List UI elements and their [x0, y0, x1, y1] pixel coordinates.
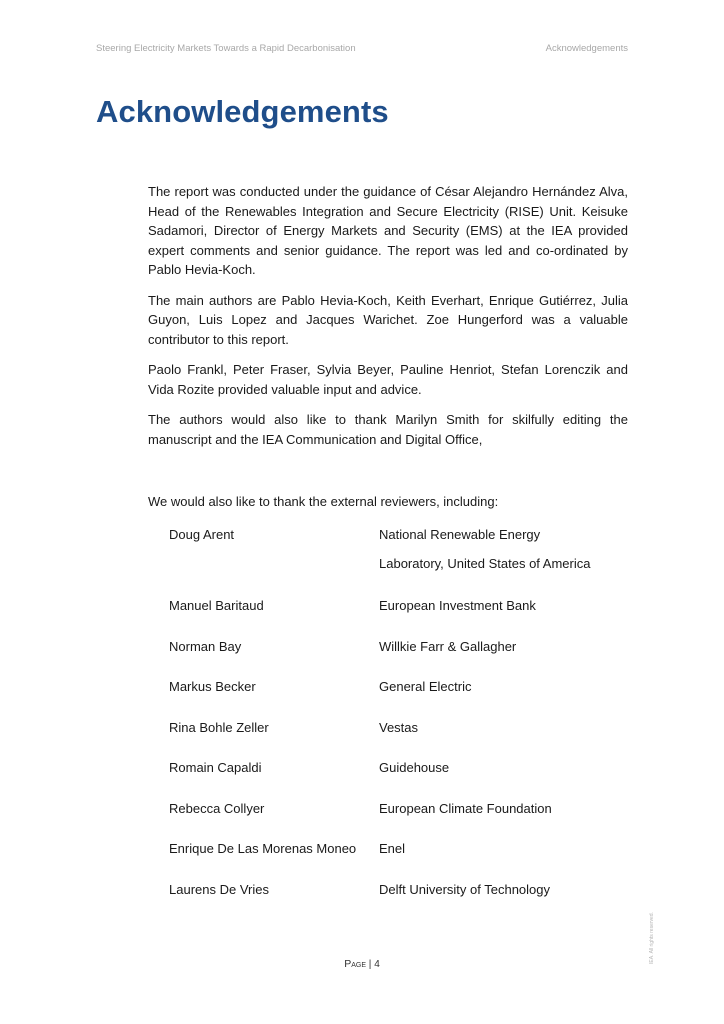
- paragraph: The report was conducted under the guidance of César Alejandro Hernández Alva, Head of the Renewables Integration and Secure Electricity (RISE) Unit. Keisuke Sadamori, Director of Energy Markets and Security (EMS) at the IEA provided expert comments and senior guidance. The report was led and co-ordinated by Pablo Hevia-Koch.: [148, 184, 628, 277]
- reviewer-name: Rebecca Collyer: [169, 801, 265, 816]
- body-text: [148, 182, 628, 460]
- reviewers-intro: We would also like to thank the external reviewers, including:: [148, 494, 499, 509]
- reviewer-organisation: Vestas: [379, 720, 419, 735]
- reviewer-name: Enrique De Las Morenas Moneo: [169, 841, 357, 856]
- page-label: Page: [344, 958, 367, 970]
- reviewer-organisation: [379, 527, 590, 571]
- copyright-note: IEA. All rights reserved.: [649, 912, 655, 964]
- reviewer-name: Norman Bay: [169, 639, 242, 654]
- reviewer-name: Rina Bohle Zeller: [169, 720, 269, 735]
- reviewer-organisation: General Electric: [379, 679, 472, 694]
- paragraph: The main authors are Pablo Hevia-Koch, Keith Everhart, Enrique Gutiérrez, Julia Guyon, Luis Lopez and Jacques Warichet. Zoe Hungerford was a valuable contributor to this report.: [148, 292, 628, 347]
- reviewer-organisation: Delft University of Technology: [379, 882, 551, 897]
- paragraph: The authors would also like to thank Marilyn Smith for skilfully editing the manuscript and the IEA Communication and Digital Office,: [148, 412, 628, 447]
- organisation-line: National Renewable Energy: [379, 527, 541, 542]
- reviewer-organisation: Guidehouse: [379, 760, 450, 775]
- reviewer-organisation: European Climate Foundation: [379, 801, 552, 816]
- reviewer-name: Doug Arent: [169, 527, 235, 542]
- reviewer-name: Laurens De Vries: [169, 882, 269, 897]
- reviewer-organisation: Enel: [379, 841, 406, 856]
- reviewer-name: Manuel Baritaud: [169, 598, 264, 613]
- reviewer-name: Romain Capaldi: [169, 760, 262, 775]
- running-header-section: Acknowledgements: [545, 43, 628, 54]
- page-separator: |: [366, 959, 375, 970]
- reviewer-name: Markus Becker: [169, 679, 256, 694]
- reviewer-organisation: European Investment Bank: [379, 598, 536, 613]
- page-number-value: 4: [374, 959, 380, 970]
- paragraph: Paolo Frankl, Peter Fraser, Sylvia Beyer, Pauline Henriot, Stefan Lorenczik and Vida Rozite provided valuable input and advice.: [148, 362, 628, 397]
- reviewer-organisation: Willkie Farr & Gallagher: [379, 639, 517, 654]
- page-number: [0, 958, 724, 970]
- page-title: Acknowledgements: [96, 94, 389, 129]
- organisation-line: Laboratory, United States of America: [379, 556, 591, 571]
- running-header-title: Steering Electricity Markets Towards a Rapid Decarbonisation: [96, 43, 356, 54]
